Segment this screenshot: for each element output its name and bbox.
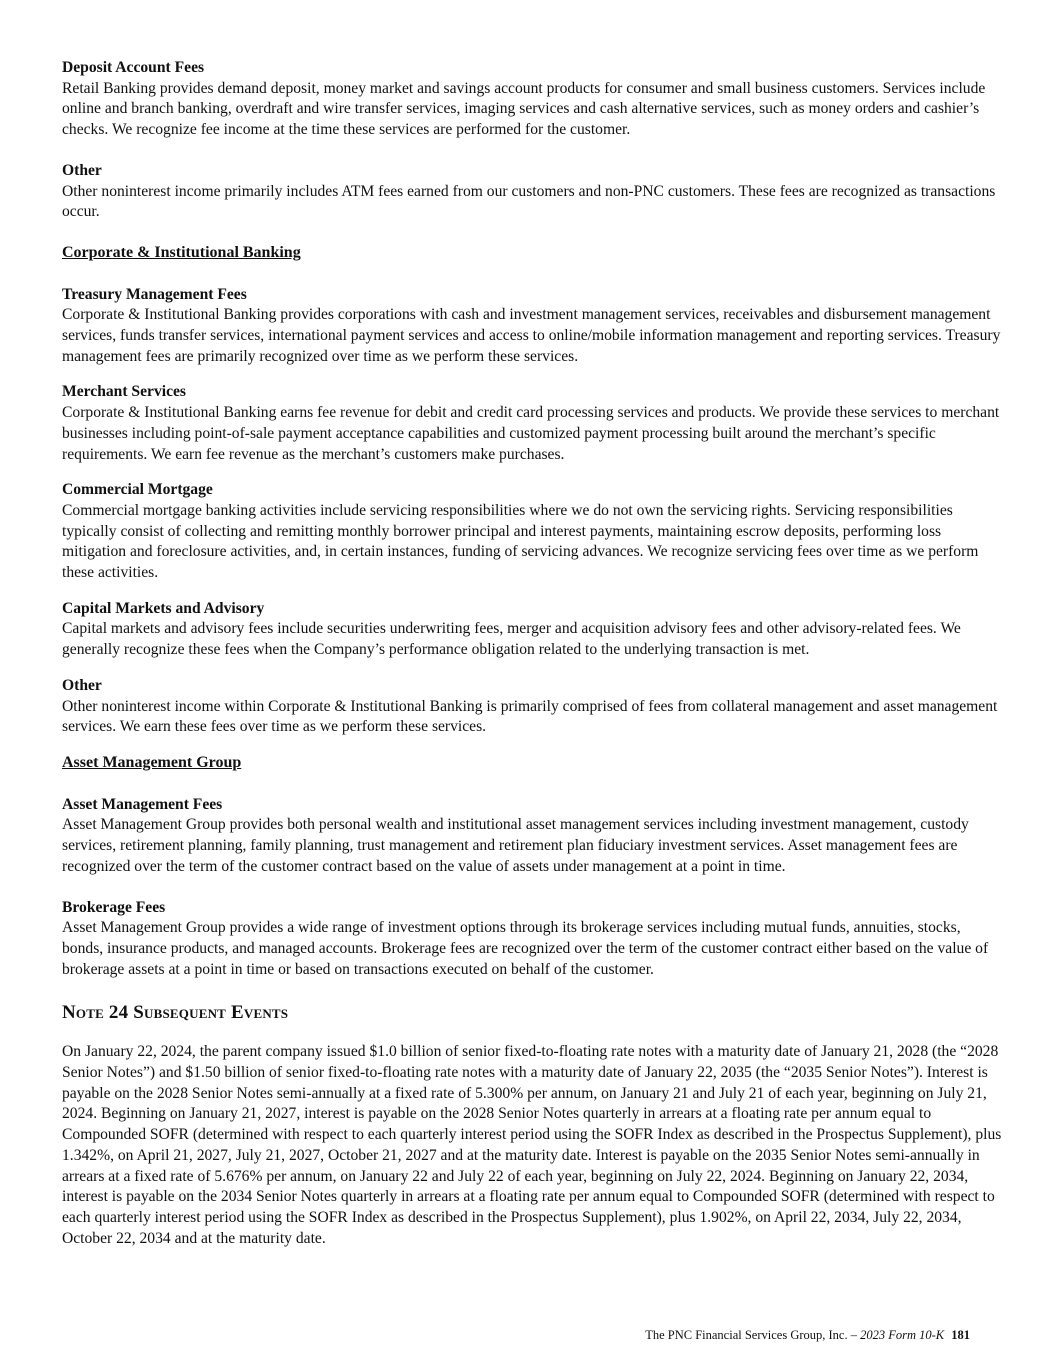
retail-other-block <box>62 161 1002 223</box>
cib-other-title: Other <box>62 676 102 694</box>
cib-section-heading: Corporate & Institutional Banking <box>62 243 301 261</box>
merchant-services-text: Corporate & Institutional Banking earns fee revenue for debit and credit card processing services and products. We provide these services to merchant businesses including point-of-sale payment acceptance capabilities and customized payment processing built around the merchant’s specific requirements. We earn fee revenue as the merchant’s customers make purchases. <box>62 404 1000 463</box>
capital-markets-text: Capital markets and advisory fees include securities underwriting fees, merger and acquisition advisory fees and other advisory-related fees. We generally recognize these fees when the Company’s performance obligation related to the underlying transaction is met. <box>62 620 961 659</box>
amg-section-heading: Asset Management Group <box>62 753 242 771</box>
note-24-text: On January 22, 2024, the parent company issued $1.0 billion of senior fixed-to-floating rate notes with a maturity date of January 21, 2028 (the “2028 Senior Notes”) and $1.50 billion of senior fixed-to-floating rate notes with a maturity date of January 22, 2035 (the “2035 Senior Notes”). Interest is payable on the 2028 Senior Notes semi-annually at a fixed rate of 5.300% per annum, on January 21 and July 21 of each year, beginning on July 21, 2024. Beginning on January 21, 2027, interest is payable on the 2028 Senior Notes quarterly in arrears at a floating rate per annum equal to Compounded SOFR (determined with respect to each quarterly interest period using the SOFR Index as described in the Prospectus Supplement), plus 1.342%, on April 21, 2027, July 21, 2027, October 21, 2027 and at the maturity date. Interest is payable on the 2035 Senior Notes semi-annually in arrears at a fixed rate of 5.676% per annum, on January 22 and July 22 of each year, beginning on July 22, 2024. Beginning on January 22, 2034, interest is payable on the 2034 Senior Notes quarterly in arrears at a floating rate per annum equal to Compounded SOFR (determined with respect to each quarterly interest period using the SOFR Index as described in the Prospectus Supplement), plus 1.902%, on April 22, 2034, July 22, 2034, October 22, 2034 and at the maturity date. <box>62 1043 1002 1247</box>
note-24-heading: Note 24 Subsequent Events <box>62 1002 289 1024</box>
capital-markets-title: Capital Markets and Advisory <box>62 599 265 617</box>
footer-company: The PNC Financial Services Group, Inc. – <box>645 1328 857 1342</box>
capital-markets-block <box>62 599 1002 661</box>
treasury-management-text: Corporate & Institutional Banking provides corporations with cash and investment management services, receivables and disbursement management services, funds transfer services, international payment services and access to online/mobile information management and reporting services. Treasury management fees are primarily recognized over time as we perform these services. <box>62 306 1001 365</box>
treasury-management-block <box>62 285 1002 368</box>
footer-form: 2023 Form 10-K <box>860 1328 945 1342</box>
retail-other-text: Other noninterest income primarily includes ATM fees earned from our customers and non-PNC customers. These fees are recognized as transactions occur. <box>62 182 996 221</box>
brokerage-fees-block <box>62 898 1002 981</box>
page-footer <box>0 1327 970 1343</box>
asset-management-fees-title: Asset Management Fees <box>62 795 223 813</box>
merchant-services-title: Merchant Services <box>62 383 186 401</box>
deposit-account-fees-block <box>62 58 1002 141</box>
cib-other-block <box>62 676 1002 738</box>
document-page <box>62 58 1002 1249</box>
treasury-management-title: Treasury Management Fees <box>62 285 247 303</box>
page-number: 181 <box>951 1328 970 1342</box>
merchant-services-block <box>62 382 1002 465</box>
commercial-mortgage-title: Commercial Mortgage <box>62 481 213 499</box>
brokerage-fees-title: Brokerage Fees <box>62 898 166 916</box>
deposit-account-fees-text: Retail Banking provides demand deposit, money market and savings account products for consumer and small business customers. Services include online and branch banking, overdraft and wire transfer services, imaging services and cash alternative services, such as money orders and cashier’s checks. We recognize fee income at the time these services are performed for the customer. <box>62 79 986 139</box>
commercial-mortgage-block <box>62 480 1002 584</box>
retail-other-title: Other <box>62 161 102 179</box>
cib-other-text: Other noninterest income within Corporate & Institutional Banking is primarily comprised of fees from collateral management and asset management services. We earn these fees over time as we perform these services. <box>62 697 998 736</box>
asset-management-fees-text: Asset Management Group provides both personal wealth and institutional asset management services including investment management, custody services, retirement planning, family planning, trust management and retirement plan fiduciary investment services. Asset management fees are recognized over the term of the customer contract based on the value of assets under management at a point in time. <box>62 816 969 875</box>
brokerage-fees-text: Asset Management Group provides a wide range of investment options through its brokerage services including mutual funds, annuities, stocks, bonds, insurance products, and managed accounts. Brokerage fees are recognized over the term of the customer contract either based on the value of brokerage assets at a point in time or based on transactions executed on behalf of the customer. <box>62 919 989 978</box>
commercial-mortgage-text: Commercial mortgage banking activities include servicing responsibilities where we do not own the servicing rights. Servicing responsibilities typically consist of collecting and remitting monthly borrower principal and interest payments, maintaining escrow deposits, performing loss mitigation and foreclosure activities, and, in certain instances, funding of servicing advances. We recognize servicing fees over time as we perform these activities. <box>62 501 979 582</box>
asset-management-fees-block <box>62 795 1002 878</box>
deposit-account-fees-title: Deposit Account Fees <box>62 59 205 76</box>
